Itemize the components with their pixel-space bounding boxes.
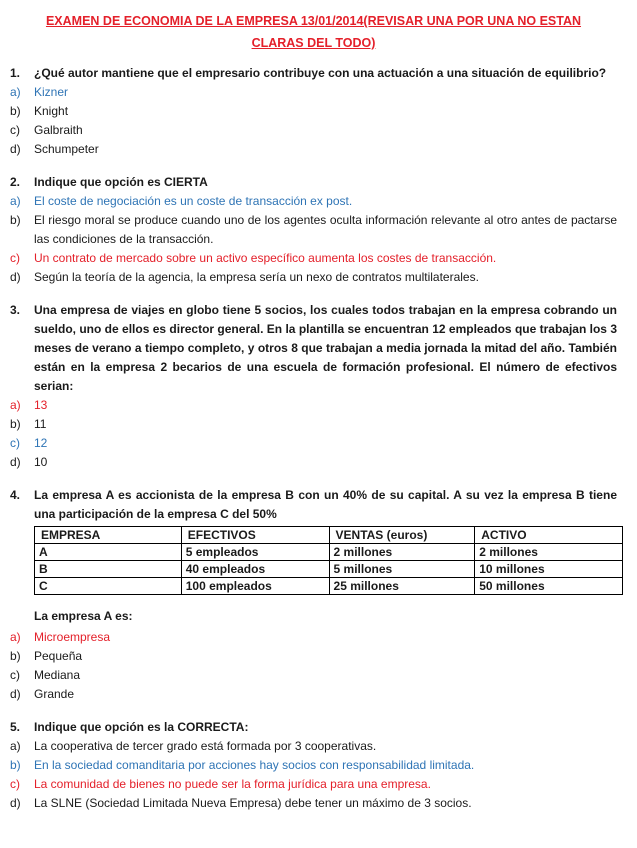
option-1d: d) Schumpeter bbox=[10, 142, 99, 156]
question-number: 3. bbox=[10, 303, 21, 317]
option-4a: a) Microempresa bbox=[10, 630, 111, 644]
table-cell: 5 millones bbox=[329, 561, 475, 578]
table-header-cell: VENTAS (euros) bbox=[329, 527, 475, 544]
table-cell: 50 millones bbox=[475, 578, 623, 595]
option-4b: b) Pequeña bbox=[10, 649, 83, 663]
option-5b: b) En la sociedad comanditaria por acciones hay socios con responsabilidad limitada. bbox=[10, 758, 475, 772]
question-number: 1. bbox=[10, 66, 21, 80]
table-cell: 100 empleados bbox=[181, 578, 329, 595]
question-text: Indique que opción es CIERTA bbox=[34, 175, 208, 189]
table-header-cell: EFECTIVOS bbox=[181, 527, 329, 544]
question-5 bbox=[10, 718, 617, 813]
question-1 bbox=[10, 64, 617, 159]
option-2d: d) Según la teoría de la agencia, la empresa sería un nexo de contratos multilaterales. bbox=[10, 270, 479, 284]
table-cell: 25 millones bbox=[329, 578, 475, 595]
table-cell: B bbox=[35, 561, 182, 578]
table-cell: 2 millones bbox=[329, 544, 475, 561]
question-2 bbox=[10, 173, 617, 287]
question-4 bbox=[10, 486, 617, 704]
option-3d: d) 10 bbox=[10, 455, 48, 469]
question-3 bbox=[10, 301, 617, 472]
question-text: Una empresa de viajes en globo tiene 5 socios, los cuales todos trabajan en la empresa cobrando un sueldo, uno de ellos es director general. En la plantilla se encuentran 12 empleados que trabajan los 3 meses de verano a tiempo completo, y otros 8 que trabajan a media jornada la mitad del año. También están en la empresa 2 becarios de una escuela de formación profesional. El número de efectivos serian: bbox=[34, 303, 617, 393]
table-cell: 2 millones bbox=[475, 544, 623, 561]
question-number: 5. bbox=[10, 720, 21, 734]
question-subtext: La empresa A es: bbox=[34, 609, 133, 623]
question-text: ¿Qué autor mantiene que el empresario contribuye con una actuación a una situación de equilibrio? bbox=[34, 66, 607, 80]
question-text: Indique que opción es la CORRECTA: bbox=[34, 720, 249, 734]
table-row bbox=[35, 578, 623, 595]
table-cell: 40 empleados bbox=[181, 561, 329, 578]
exam-title bbox=[10, 10, 617, 54]
table-cell: 10 millones bbox=[475, 561, 623, 578]
option-5c: c) La comunidad de bienes no puede ser la forma jurídica para una empresa. bbox=[10, 777, 431, 791]
table-cell: 5 empleados bbox=[181, 544, 329, 561]
option-2b: b) El riesgo moral se produce cuando uno de los agentes oculta información relevante al otro antes de pactarse las condiciones de la transacción. bbox=[10, 213, 617, 246]
option-5a: a) La cooperativa de tercer grado está formada por 3 cooperativas. bbox=[10, 739, 377, 753]
exam-title-line1: EXAMEN DE ECONOMIA DE LA EMPRESA 13/01/2014(REVISAR UNA POR UNA NO ESTAN bbox=[45, 14, 582, 28]
option-3b: b) 11 bbox=[10, 417, 47, 431]
option-1a: a) Kizner bbox=[10, 85, 69, 99]
option-1c: c) Galbraith bbox=[10, 123, 83, 137]
option-3a: a) 13 bbox=[10, 398, 48, 412]
question-text: La empresa A es accionista de la empresa B con un 40% de su capital. A su vez la empresa B tiene una participación de la empresa C del 50% bbox=[34, 488, 617, 521]
table-header-row bbox=[35, 527, 623, 544]
table-header-cell: ACTIVO bbox=[475, 527, 623, 544]
table-header-cell: EMPRESA bbox=[35, 527, 182, 544]
table-row bbox=[35, 561, 623, 578]
company-table bbox=[34, 526, 623, 595]
exam-title-line2: CLARAS DEL TODO) bbox=[251, 36, 376, 50]
table-cell: C bbox=[35, 578, 182, 595]
option-2a: a) El coste de negociación es un coste de transacción ex post. bbox=[10, 194, 353, 208]
question-number: 2. bbox=[10, 175, 21, 189]
option-4c: c) Mediana bbox=[10, 668, 81, 682]
option-1b: b) Knight bbox=[10, 104, 69, 118]
option-4d: d) Grande bbox=[10, 687, 75, 701]
question-number: 4. bbox=[10, 488, 21, 502]
option-3c: c) 12 bbox=[10, 436, 48, 450]
table-row bbox=[35, 544, 623, 561]
table-cell: A bbox=[35, 544, 182, 561]
option-5d: d) La SLNE (Sociedad Limitada Nueva Empresa) debe tener un máximo de 3 socios. bbox=[10, 796, 472, 810]
option-2c: c) Un contrato de mercado sobre un activo específico aumenta los costes de transacción. bbox=[10, 251, 497, 265]
